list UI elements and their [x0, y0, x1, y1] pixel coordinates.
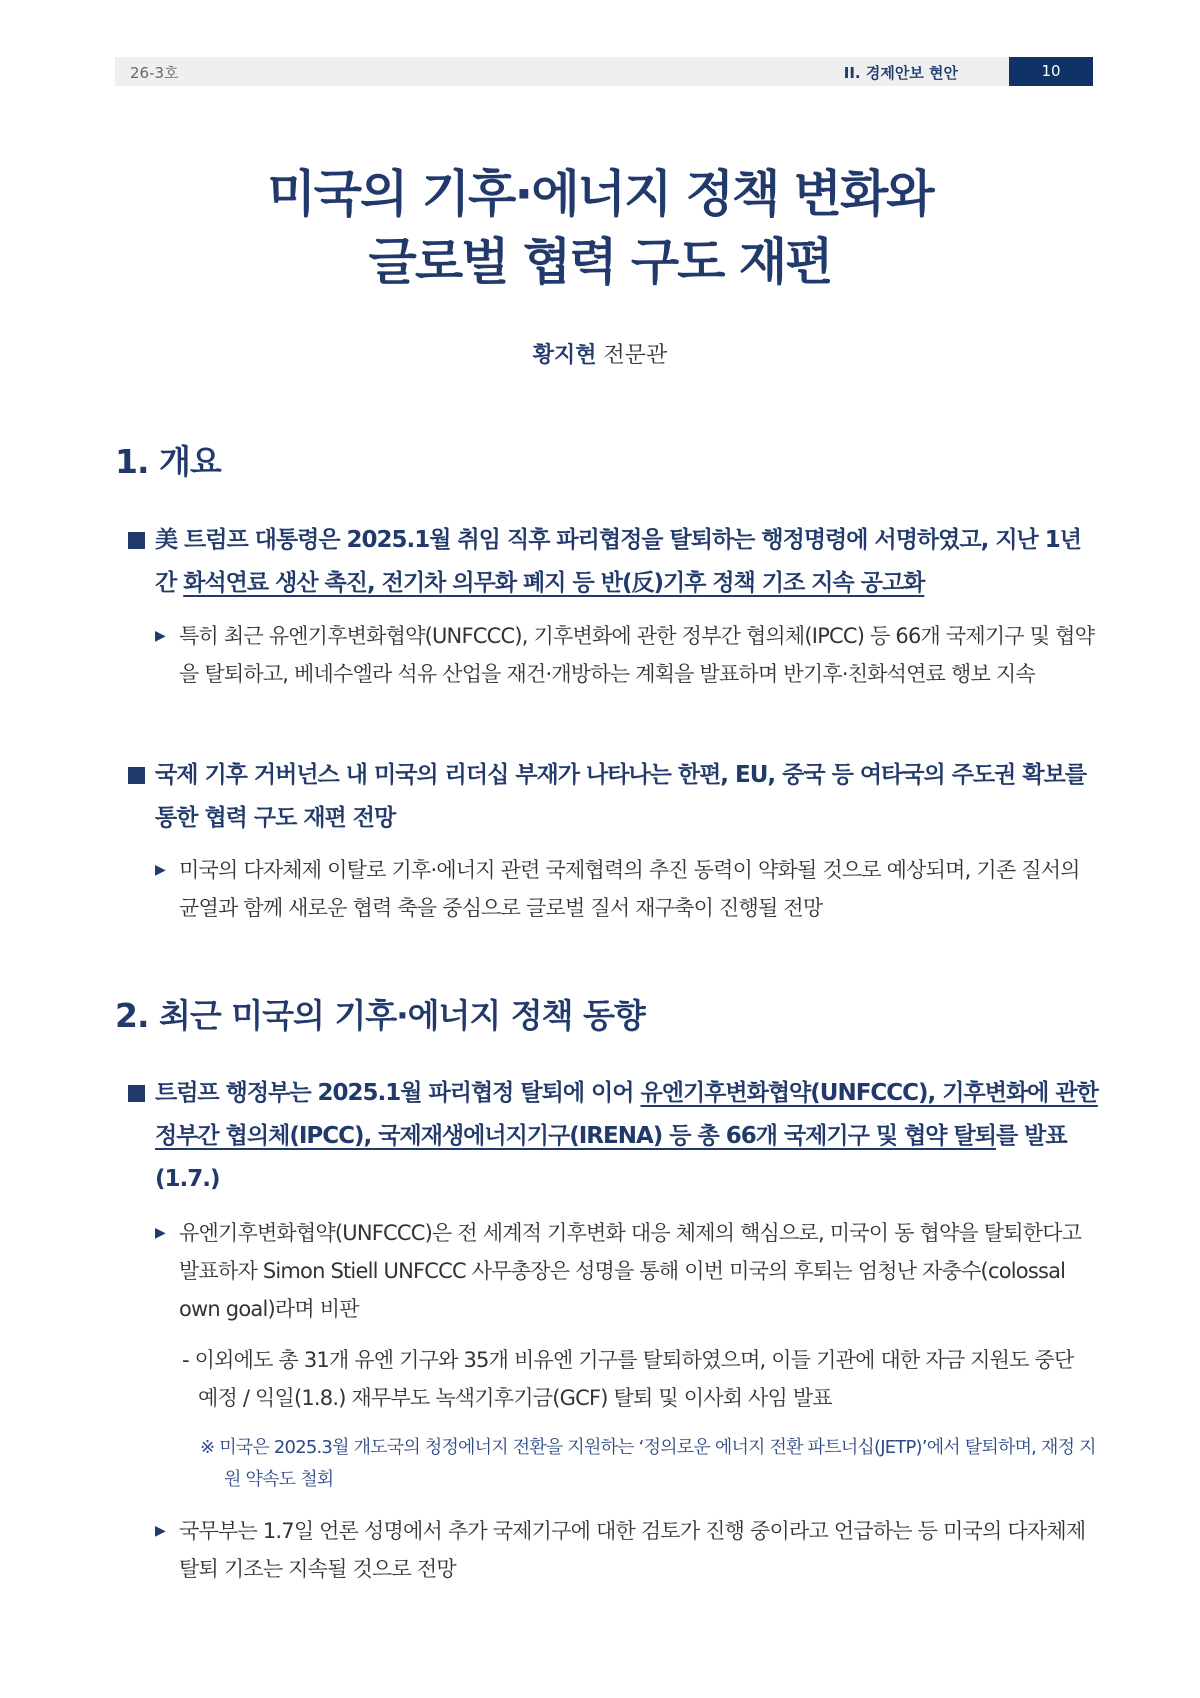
square-bullet-icon	[128, 532, 145, 549]
bullet-text: 美 트럼프 대통령은 2025.1월 취임 직후 파리협정을 탈퇴하는 행정명령에 서명하였고, 지난 1년간	[155, 527, 1081, 596]
bullet-text-tail: 를 발표(1.7.)	[155, 1123, 1067, 1192]
note-text: ※ 미국은 2025.3월 개도국의 청정에너지 전환을 지원하는 ‘정의로운 에너지 전환 파트너십(JETP)’에서 탈퇴하며, 재정 지원 약속도 철회	[200, 1437, 1096, 1490]
bullet-underlined-text: 화석연료 생산 촉진, 전기차 의무화 폐지 등 반(反)기후 정책 기조 지속 공고화	[183, 570, 925, 596]
author-role: 전문관	[596, 343, 668, 368]
square-bullet-icon	[128, 1085, 145, 1102]
note	[200, 1432, 1098, 1496]
page-number: 10	[1009, 57, 1093, 86]
sub-bullet	[155, 617, 1098, 693]
sub-bullet-text: 국무부는 1.7일 언론 성명에서 추가 국제기구에 대한 검토가 진행 중이라고 언급하는 등 미국의 다자체제 탈퇴 기조는 지속될 것으로 전망	[179, 1519, 1086, 1581]
sub-bullet-text: 특히 최근 유엔기후변화협약(UNFCCC), 기후변화에 관한 정부간 협의체(IPCC) 등 66개 국제기구 및 협약을 탈퇴하고, 베네수엘라 석유 산업을 재건·개방하는 계획을 발표하며 반기후·친화석연료 행보 지속	[179, 624, 1095, 686]
bullet-underlined-text: 유엔기후변화협약(UNFCCC), 기후변화에 관한 정부간 협의체(IPCC), 국제재생에너지기구(IRENA) 등 총 66개 국제기구 및 협약 탈퇴	[155, 1080, 1098, 1149]
document-title	[0, 160, 1200, 296]
sub-bullet	[155, 851, 1098, 927]
author	[0, 338, 1200, 369]
bullet-text: 국제 기후 거버넌스 내 미국의 리더십 부재가 나타나는 한편, EU, 중국 등 여타국의 주도권 확보를 통한 협력 구도 재편 전망	[155, 762, 1087, 831]
bullet	[128, 519, 1098, 605]
square-bullet-icon	[128, 767, 145, 784]
sub-bullet-text: 유엔기후변화협약(UNFCCC)은 전 세계적 기후변화 대응 체제의 핵심으로, 미국이 동 협약을 탈퇴한다고 발표하자 Simon Stiell UNFCCC 사무총장은 성명을 통해 이번 미국의 후퇴는 엄청난 자충수(colossal own goal)라며 비판	[179, 1221, 1082, 1321]
section-heading-2: 2. 최근 미국의 기후·에너지 정책 동향	[115, 996, 645, 1035]
bullet-text: 트럼프 행정부는 2025.1월 파리협정 탈퇴에 이어	[155, 1080, 641, 1106]
sub-bullet	[155, 1512, 1098, 1588]
author-name: 황지현	[532, 343, 597, 368]
sub-bullet	[155, 1214, 1098, 1328]
sub-bullet-text: 미국의 다자체제 이탈로 기후·에너지 관련 국제협력의 추진 동력이 약화될 것으로 예상되며, 기존 질서의 균열과 함께 새로운 협력 축을 중심으로 글로벌 질서 재구축이 진행될 전망	[179, 858, 1080, 920]
triangle-bullet-icon: ▶	[155, 862, 165, 878]
bullet	[128, 754, 1098, 840]
triangle-bullet-icon: ▶	[155, 1523, 165, 1539]
dash-item-text: - 이외에도 총 31개 유엔 기구와 35개 비유엔 기구를 탈퇴하였으며, 이들 기관에 대한 자금 지원도 중단 예정 / 익일(1.8.) 재무부도 녹색기후기금(GCF) 탈퇴 및 이사회 사임 발표	[182, 1348, 1074, 1410]
section-heading-1: 1. 개요	[115, 442, 221, 481]
dash-item	[182, 1341, 1098, 1417]
page-header	[115, 57, 1093, 86]
triangle-bullet-icon: ▶	[155, 628, 165, 644]
section-label: II. 경제안보 현안	[843, 64, 958, 82]
title-line-2: 글로벌 협력 구도 재편	[368, 233, 832, 291]
title-line-1: 미국의 기후·에너지 정책 변화와	[267, 165, 933, 223]
bullet	[128, 1072, 1098, 1201]
issue-number: 26-3호	[130, 64, 179, 82]
triangle-bullet-icon: ▶	[155, 1225, 165, 1241]
